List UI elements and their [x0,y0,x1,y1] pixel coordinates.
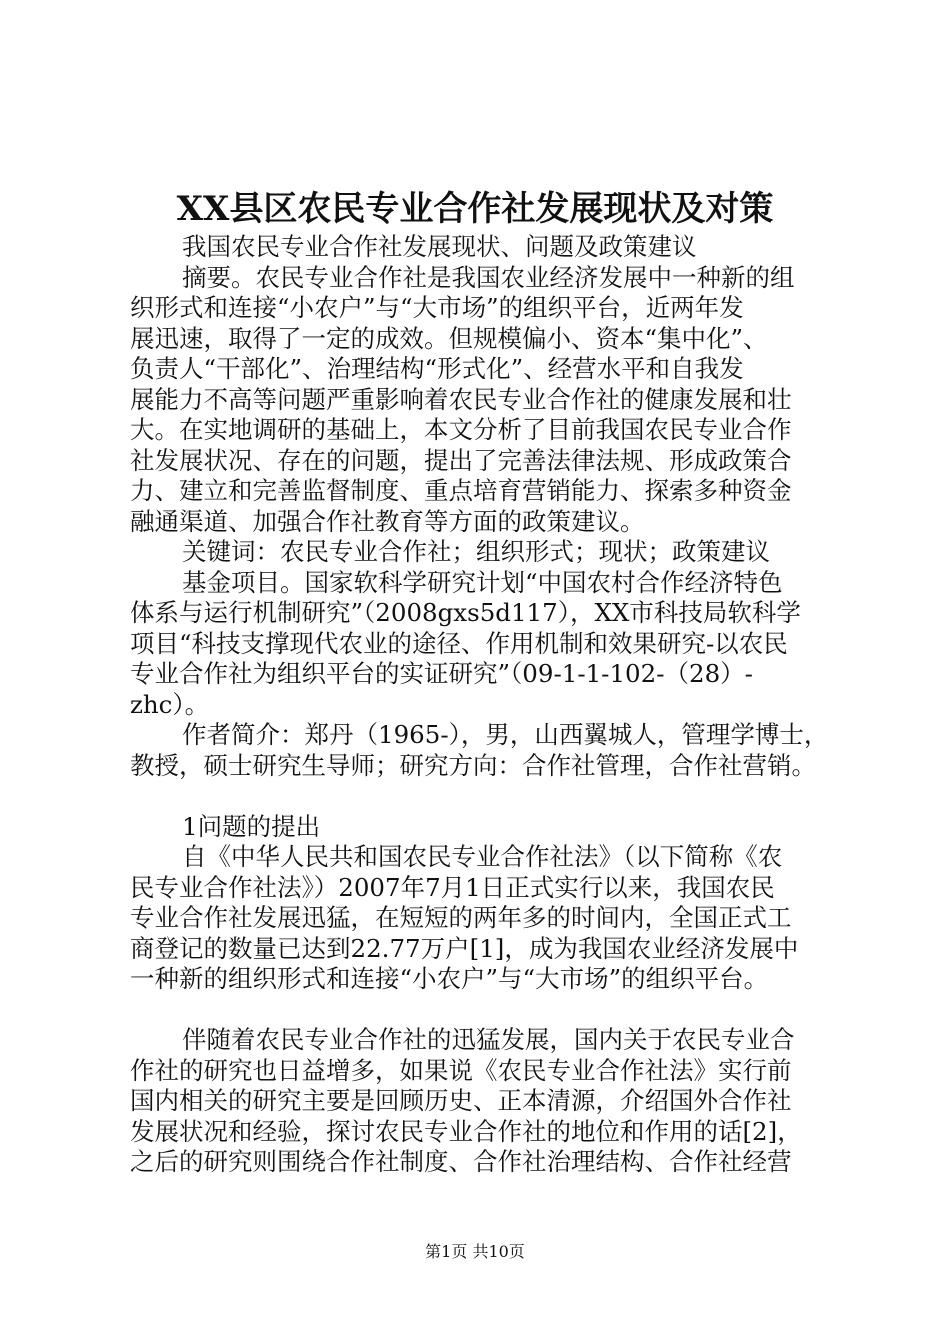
text-line: 融通渠道、加强合作社教育等方面的政策建议。 [130,506,645,536]
document-title: XX县区农民专业合作社发展现状及对策 [176,189,774,229]
text-line: 展能力不高等问题严重影响着农民专业合作社的健康发展和壮 [130,384,792,414]
text-line: 项目“科技支撑现代农业的途径、作用机制和效果研究-以农民 [130,628,788,658]
text-line: 商登记的数量已达到22.77万户[1]，成为我国农业经济发展中 [130,933,799,963]
text-line: 民专业合作社法》）2007年7月1日正式实行以来，我国农民 [130,872,775,902]
blank-line [130,781,830,812]
text-line: 社发展状况、存在的问题，提出了完善法律法规、形成政策合 [130,445,792,475]
text-line: 负责人“干部化”、治理结构“形式化”、经营水平和自我发 [130,354,744,383]
text-line: 作者简介：郑丹（1965-），男，山西翼城人，管理学博士， [182,720,829,749]
text-line: 专业合作社为组织平台的实证研究”（09-1-1-102-（28）- [130,659,753,688]
text-line: 伴随着农民专业合作社的迅猛发展，国内关于农民专业合 [182,1025,795,1054]
text-line: 展迅速，取得了一定的成效。但规模偏小、资本“集中化”、 [130,323,768,353]
document-body [130,232,830,1178]
text-line: 一种新的组织形式和连接“小农户”与“大市场”的组织平台。 [130,964,769,993]
text-line: 作社的研究也日益增多，如果说《农民专业合作社法》实行前 [130,1055,792,1085]
text-line: 我国农民专业合作社发展现状、问题及政策建议 [182,232,697,261]
text-line: 织形式和连接“小农户”与“大市场”的组织平台，近两年发 [130,293,744,322]
text-line: zhc）。 [130,689,210,719]
text-line: 关键词：农民专业合作社；组织形式；现状；政策建议 [182,537,770,566]
text-line: 1问题的提出 [182,811,321,841]
text-line: 体系与运行机制研究”（2008gxs5d117），XX市科技局软科学 [130,598,801,627]
text-line: 之后的研究则围绕合作社制度、合作社治理结构、合作社经营 [130,1147,792,1176]
text-line: 力、建立和完善监督制度、重点培育营销能力、探索多种资金 [130,476,792,505]
text-line: 摘要。农民专业合作社是我国农业经济发展中一种新的组 [182,262,795,292]
text-line: 专业合作社发展迅猛，在短短的两年多的时间内，全国正式工 [130,903,792,932]
blank-line [130,995,830,1026]
text-line: 国内相关的研究主要是回顾历史、正本清源，介绍国外合作社 [130,1086,792,1115]
text-line: 自《中华人民共和国农民专业合作社法》（以下简称《农 [182,842,783,871]
page-footer: 第1页 共10页 [425,1242,525,1261]
text-line: 大。在实地调研的基础上，本文分析了目前我国农民专业合作 [130,415,792,444]
text-line: 发展状况和经验，探讨农民专业合作社的地位和作用的话[2]， [130,1116,802,1146]
text-line: 教授，硕士研究生导师；研究方向：合作社管理，合作社营销。 [130,750,816,780]
text-line: 基金项目。国家软科学研究计划“中国农村合作经济特色 [182,567,783,597]
